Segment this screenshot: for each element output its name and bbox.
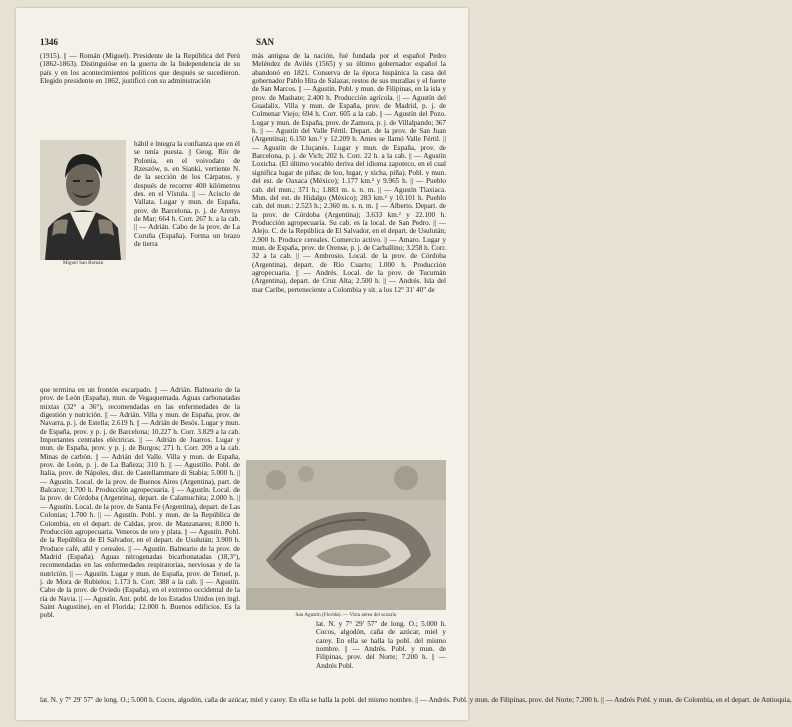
column-right-text: más antigua de la nación, fué fundada por el español Pedro Meléndez de Avilés (1565) y su último gobernador español la abandonó en 1821. Conserva de la época hispánica la casa del gobernador Pablo Hita de Salazar, restos de sus murallas y el fuerte de San Marcos. || — Agustín. Pobl. y mun. de Filipinas, en la isla y prov. de Masbate; 2.400 h. Producción agrícola. || — Agustín del Guadalix. Villa y mun. de España, prov. de Madrid, p. j. de Colmenar Viejo; 694 h. Corr. 605 a la cab. || — Agustín del Pozo. Lugar y mun. de España, prov. de Zamora, p. j. de Villalpando; 367 h. || — Agustín del Valle Fértil. Depart. de la prov. de San Juan (Argentina); 6.150 km.² y 12.209 h. Antes se llamó Valle Fértil. || — Agustín de Lluçanès. Lugar y mun. de España, prov. de Barcelona, p. j. de Vich; 202 h. Corr. 22 h. a la cab. || — Agustín Loxicha. (El último vocablo deriva del idioma zapoteco, en el cual significa lugar de piñas; de loo, lugar, y xicha, piña). Pobl. y mun. del est. de Oaxaca (México); 1.177 km.² y 9.965 h. || — Pueblo cab. del mun.; 371 h.; 1.883 m. s. n. m. || — Agustín Tlaxiaca. Mun. del est. de Hidalgo (México); 283 km.² y 10.101 h. Pueblo cab. del mun.: 2.523 h.; 2.360 m. s. n. m. || — Alberto. Depart. de la prov. de Córdoba (Argentina); 3.633 km.² y 22.100 h. Producción agropecuaria. Su cab. es la local. de San Pedro. || — Alejo. C. de la República de El Salvador, en el depart. de Usulután; 2.900 h. Produce cereales. Comercio activo. || — Amaro. Lugar y mun. de España, prov. de Orense, p. j. de Carballino; 3.258 h. Corr. 32 a la cab. || — Ambrosio. Local. de la prov. de Córdoba (Argentina), depart. de Río Cuarto; 1.000 h. Producción agropecuaria. || — Andrés. Local. de la prov. de Tucumán (Argentina), depart. de Cruz Alta; 2.500 h. || — Andrés. Isla del mar Caribe, perteneciente a Colombia y sit. a los 12° 31' 40" de	[252, 52, 446, 294]
portrait-caption: Miguel San Román	[62, 260, 104, 266]
text-column-right	[252, 52, 446, 457]
portrait-image	[40, 140, 126, 260]
encyclopedia-page	[16, 8, 792, 720]
column-right-lower-text: lat. N. y 7° 29' 57" de long. O.; 5.000 h. Cocos, algodón, caña de azúcar, miel y carey. En ella se halla la pobl. del mismo nombre. || — Andrés. Pobl. y mun. de Filipinas, prov. del Norte; 7.200 h. || — Andrés Pobl.	[316, 620, 446, 670]
aerial-photo-image	[246, 460, 446, 610]
page-header	[40, 37, 444, 49]
page-number: 1346	[40, 37, 58, 47]
column-left-beside-portrait-text: hábil e íntegra la confianza que en él se tenía puesta. || Geog. Río de Polonia, en el voivodato de Rzeszów, n. en Sianki, vertiente N. de la sección de los Cárpatos, y después de recorrer 400 kilómetros des. en el Vístula. || — Acisclo de Vallata. Lugar y mun. de España, prov. de Barcelona, p. j. de Arenys de Mar; 664 h. Corr. 267 h. a la cab. || — Adrián. Cabo de la prov. de La Coruña (España). Forma un brazo de tierra	[134, 140, 240, 249]
footer-line: lat. N. y 7° 29' 57" de long. O.; 5.000 h. Cocos, algodón, caña de azúcar, miel y carey. En ella se halla la pobl. del mismo nombre. || — Andrés. Pobl. y mun. de Filipinas, prov. del Norte; 7.200 h. || — Andrés Pobl. y mun. de Colombia, en el depart. de Antioquia,	[40, 696, 792, 704]
text-column-right-lower	[316, 620, 446, 694]
column-left-lower-text: que termina en un frontón escarpado. || — Adrián. Balneario de la prov. de León (España), mun. de Vegaquemada. Aguas carbonatadas mixtas (32° a 36°), recomendadas en las enfermedades de la digestión y nutrición. || — Adrián. Villa y mun. de España, prov. de Navarra, p. j. de Estella; 2.619 h. || — Adrián de Besós. Lugar y mun. de España, prov. y p. j. de Barcelona; 10.227 h. Corr. 3.829 a la cab. Importantes centrales eléctricas. || — Adrián de Juarros. Lugar y mun. de España, prov. y p. j. de Burgos; 271 h. Corr. 209 a la cab. Minas de carbón. || — Adrián del Valle. Villa y mun. de España, prov. de León, p. j. de La Bañeza; 310 h. || — Agustillo. Pobl. de Italia, prov. de Nápoles, dist. de Castellammare di Stabia; 5.000 h. || — Agustín. Local. de la prov. de Buenos Aires (Argentina), part. de Balcarce; 1.700 h. Producción agropecuaria. || — Agustín. Local. de la prov. de Córdoba (Argentina), depart. de Calamuchita; 2.000 h. || — Agustín. Local. de la prov. de Santa Fe (Argentina), depart. de Las Colonias; 1.700 h. || — Agustín. Pobl. y mun. de la República de Colombia, en el depart. de Caldas, prov. de Manzanares; 8.000 h. Producción agropecuaria. Veneros de oro y plata. || — Agustín. Pobl. de la República de El Salvador, en el depart. de Usulután; 3.900 h. Produce café, añil y cereales. || — Agustín. Balneario de la prov. de Madrid (España). Aguas nitrogenadas bicarbonatadas (18,3°), recomendadas en las enfermedades respiratorias, nerviosas y de la nutrición. || — Agustín. Lugar y mun. de España, prov. de Teruel, p. j. de Mora de Rubielos; 1.173 h. Corr. 388 a la cab. || — Agustín. Cabo de la prov. de Oviedo (España), en el extremo occidental de la ría de Navia. || — Agustín. Ant. pobl. de los Estados Unidos (en ingl. Saint Augustine), en el Florida; 12.000 h. Buenos edificios. Es la pobl.	[40, 386, 240, 620]
running-head: SAN	[256, 37, 275, 47]
aerial-photo-caption: San Agustín (Florida). — Vista aérea del acuario	[295, 612, 397, 618]
column-left-top-text: (1915). || — Román (Miguel). Presidente de la República del Perú (1862-1863). Distinguióse en la guerra de la Independencia de su país y en los acontecimientos políticos que después se sucedieron. Elegido presidente en 1862, justificó con su administración	[40, 52, 240, 86]
